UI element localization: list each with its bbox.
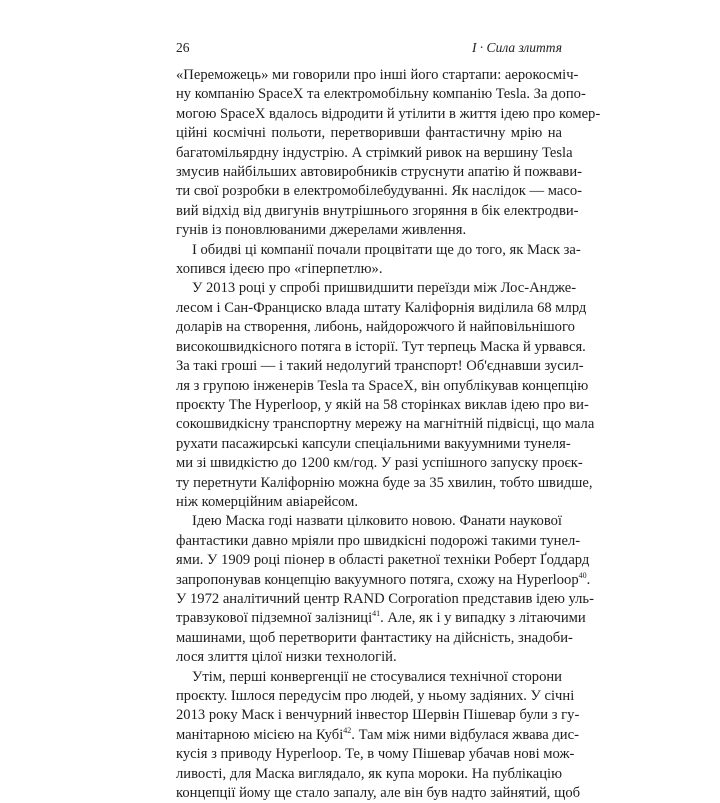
text-line: За такі гроші — і такий недолугий транспорт! Об'єднавши зусил- [176,358,584,375]
footnote-ref[interactable]: 40 [578,570,587,580]
text-line: лесом і Сан-Франциско влада штату Каліфорнія виділила 68 млрд [176,299,587,316]
text-line: У 2013 році у спробі пришвидшити переїзди між Лос-Андже- [192,280,577,297]
text-line: Ідею Маска годі назвати цілковито новою. Фанати наукової [192,513,562,530]
line-text: травзукової підземної залізниці [176,610,373,627]
text-line: У 1972 аналітичний центр RAND Corporation представив ідею уль- [176,590,594,607]
text-line: І обидві ці компанії почали процвітати ще до того, як Маск за- [192,241,581,258]
text-line: ційні космічні польоти, перетворивши фантастичну мрію на [176,125,562,142]
text-line: лося злиття цілої низки технологій. [176,649,397,666]
text-line: Утім, перші конвергенції не стосувалися технічної сторони [192,668,562,685]
footnote-ref[interactable]: 42 [343,725,352,735]
text-line: травзукової підземної залізниці$^{41}$. Але, як і у випадку з літаючими [176,609,586,627]
text-line: машинами, щоб перетворити фантастику на дійсність, знадоби- [176,629,573,646]
text-line: ти свої розробки в електромобілебудуванні. Як наслідок — масо- [176,183,582,200]
text-line: кусія з приводу Hyperloop. Те, в чому Пішевар убачав нові мож- [176,746,575,763]
running-head: I · Сила злиття [471,40,562,55]
text-line: концепції йому ще стало запалу, але він був надто зайнятий, щоб [176,785,581,802]
text-line: високошвидкісного потяга в історії. Тут терпець Маска й урвався. [176,338,586,355]
text-line: ми зі швидкістю до 1200 км/год. У разі успішного запуску проєк- [176,455,583,472]
text-line: проєкту The Hyperloop, у якій на 58 сторінках виклав ідею про ви- [176,396,589,413]
text-line: гунів із поновлюваними джерелами живлення. [176,222,467,239]
text-line: манітарною місією на Кубі$^{42}$. Там між ними відбулася жвава дис- [176,725,579,743]
page-header [176,40,562,60]
paragraph [176,279,595,512]
text-line: «Переможець» ми говорили про інші його стартапи: аерокосміч- [176,67,579,83]
paragraph [176,668,581,803]
text-line: ливості, для Маска виглядало, як купа мороки. На публікацію [176,765,562,782]
text-line: рухати пасажирські капсули спеціальними вакуумними тунеля- [176,435,571,452]
text-line: багатомільярдну індустрію. А стрімкий ривок на вершину Tesla [176,144,573,161]
line-text: Там між ними відбулася жвава дис- [358,726,579,743]
paragraph [176,66,601,241]
line-text: запропонував концепцію вакуумного потяга, схожу на Hyperloop [176,571,579,588]
text-line: ту перетнути Каліфорнію можна буде за 35 хвилин, тобто швидше, [176,474,593,491]
footnote-ref[interactable]: 41 [372,609,381,619]
text-line: ля з групою інженерів Tesla та SpaceX, він опублікував концепцію [176,377,589,394]
text-line: запропонував концепцію вакуумного потяга, схожу на Hyperloop$^{40}$. [176,570,591,588]
text-line: ніж комерційним авіарейсом. [176,493,359,510]
page-number: 26 [176,40,190,55]
text-line: хопився ідеєю про «гіперпетлю». [176,261,383,278]
text-line: змусив найбільших автовиробників струснути апатію й пожвави- [176,164,582,181]
line-text: манітарною місією на Кубі [176,726,344,743]
text-line: вий відхід від двигунів внутрішнього згоряння в бік електродви- [176,202,579,219]
text-line: сокошвидкісну транспортну мережу на магнітній підвісці, що мала [176,416,595,433]
text-line: фантастики давно мріяли про швидкісні подорожі такими тунел- [176,532,581,549]
text-line: ну компанію SpaceX та електромобільну компанію Tesla. За допо- [176,86,586,103]
body-text [176,66,601,803]
paragraph [176,241,581,280]
text-line: могою SpaceX вдалось відродити й утілити в життя ідею про комер- [176,105,601,122]
text-line: проєкту. Ішлося передусім про людей, у ньому задіяних. У січні [176,688,575,704]
text-line: 2013 року Маск і венчурний інвестор Шервін Пішевар були з гу- [176,707,580,724]
text-line: ями. У 1909 році піонер в області ракетної техніки Роберт Ґоддард [176,552,590,569]
text-line: доларів на створення, либонь, найдорожчого й найповільнішого [176,319,575,336]
paragraph [176,512,594,667]
